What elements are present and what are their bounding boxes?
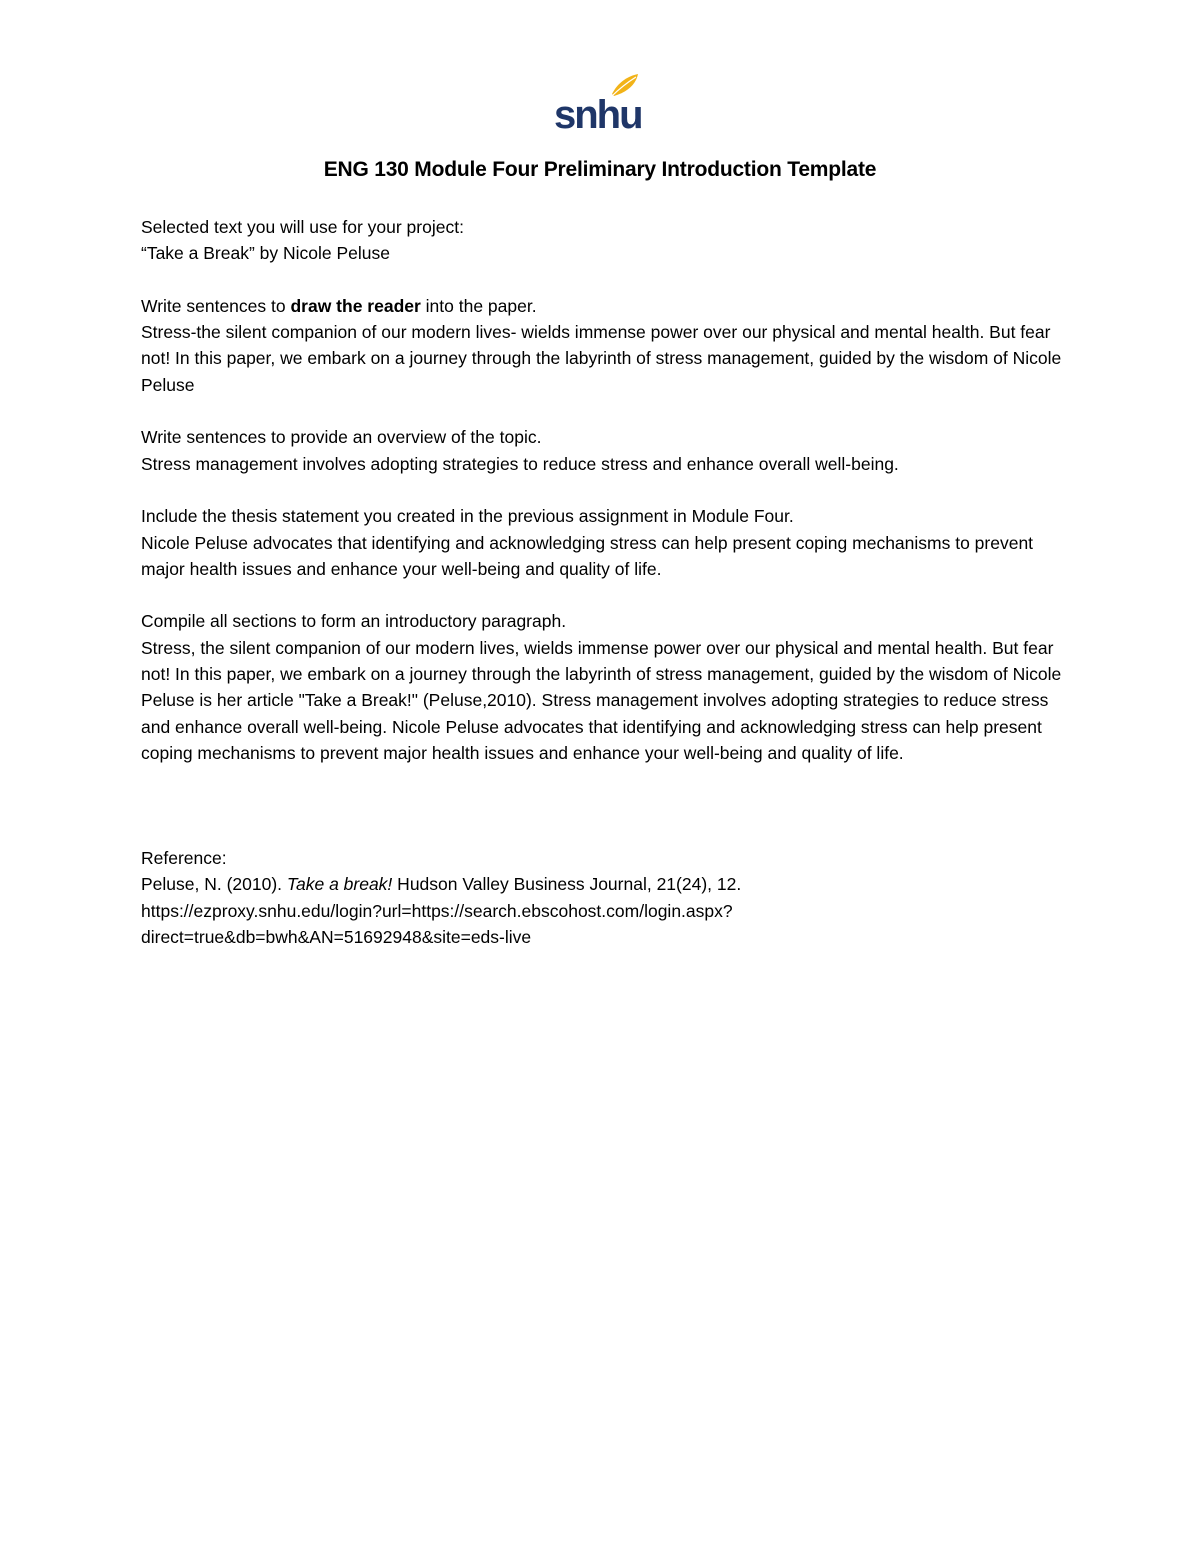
reference-url[interactable]: direct=true&db=bwh&AN=51692948&site=eds-live — [141, 927, 532, 948]
citation-text: Hudson Valley Business Journal, 21(24), 12. — [392, 874, 742, 895]
thesis-prompt: Include the thesis statement you created in the previous assignment in Module Four. — [141, 506, 794, 527]
compile-prompt: Compile all sections to form an introductory paragraph. — [141, 611, 567, 632]
citation-title: Take a break! — [286, 874, 393, 895]
draw-reader-answer: Stress-the silent companion of our modern lives- wields immense power over our physical and mental health. But fear not! In this paper, we embark on a journey through the labyrinth of stress management, guided by the wisdom of Nicole Peluse — [141, 322, 1062, 395]
draw-reader-prompt — [141, 293, 1071, 319]
reference-citation — [141, 871, 1071, 897]
selected-text-answer: “Take a Break” by Nicole Peluse — [141, 243, 390, 264]
prompt-text: Write sentences to — [141, 295, 291, 316]
thesis-answer: Nicole Peluse advocates that identifying and acknowledging stress can help present coping mechanisms to prevent major health issues and enhance your well-being and quality of life. — [141, 532, 1034, 579]
compile-answer: Stress, the silent companion of our modern lives, wields immense power over our physical and mental health. But fear not! In this paper, we embark on a journey through the labyrinth of stress management, guided by the wisdom of Nicole Peluse is her article "Take a Break!" (Peluse,2010). Stress management involves adopting strategies to reduce stress and enhance overall well-being. Nicole Peluse advocates that identifying and acknowledging stress can help present coping mechanisms to prevent major health issues and enhance your well-being and quality of life. — [141, 637, 1062, 763]
reference-url[interactable]: https://ezproxy.snhu.edu/login?url=https://search.ebscohost.com/login.aspx? — [141, 900, 733, 921]
prompt-text: into the paper. — [420, 295, 537, 316]
overview-answer: Stress management involves adopting strategies to reduce stress and enhance overall well-being. — [141, 453, 899, 474]
svg-text:snhu: snhu — [554, 93, 642, 134]
selected-text-prompt: Selected text you will use for your project: — [141, 217, 464, 237]
page-title: ENG 130 Module Four Preliminary Introduction Template — [323, 158, 877, 181]
prompt-bold-text: draw the reader — [290, 295, 421, 316]
reference-label: Reference: — [141, 848, 227, 869]
document-body — [141, 214, 1071, 950]
snhu-logo — [552, 72, 644, 134]
citation-text: Peluse, N. (2010). — [141, 874, 287, 895]
overview-prompt: Write sentences to provide an overview of the topic. — [141, 427, 542, 448]
